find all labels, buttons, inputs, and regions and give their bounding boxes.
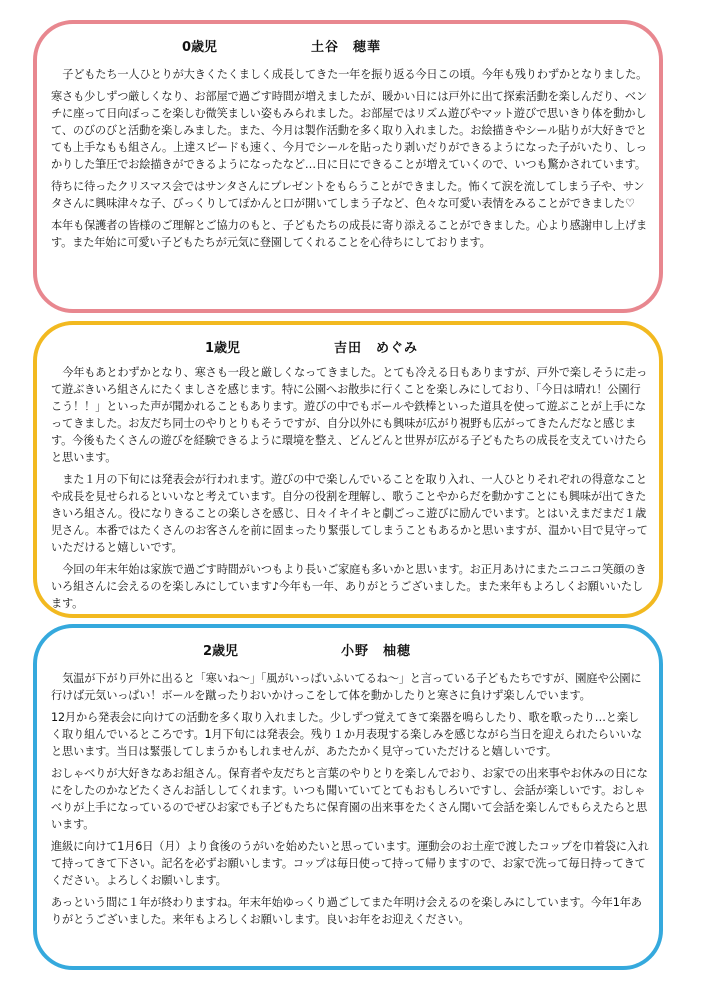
paragraph: 今年もあとわずかとなり、寒さも一段と厳しくなってきました。とても冷える日もありますが、戸外で楽しそうに走って遊ぶきいろ組さんにたくましさを感じます。特に公園へお散歩に行くことを楽しみにしており、「今日は晴れ！公園行こう！！」といった声が聞かれることもあります。遊びの中でもボールや鉄棒といった道具を使って遊ぶことが上手になってきました。お友だち同士のやりとりもそうですが、自分以外にも興味が広がり視野も広がってきたんだなと感じます。今後もたくさんの遊びを経験できるように環境を整え、どんどんと世界が広がる子どもたちの成長を支えていけたらと思います。 <box>51 366 648 464</box>
class-age-label: 2歳児 <box>203 644 239 659</box>
paragraph: おしゃべりが大好きなあお組さん。保育者や友だちと言葉のやりとりを楽しんでおり、お家での出来事やお休みの日になにをしたのかなどたくさんお話ししてくれます。いつも聞いていてとてもおもしろいですし、会話が楽しいです。おしゃべりが上手になっているのでぜひお家でも子どもたちに保育園の出来事をたくさん聞いて会話を楽しんでもらえたらと思います。 <box>51 767 648 831</box>
infant-0-section <box>33 20 663 313</box>
paragraph: 進級に向けて1月6日（月）より食後のうがいを始めたいと思っています。運動会のお土産で渡したコップを巾着袋に入れて持ってきて下さい。記名を必ずお願いします。コップは毎日使って持って帰りますので、お家で洗って毎日持ってきてください。よろしくお願いします。 <box>51 840 649 887</box>
paragraph: 子どもたち一人ひとりが大きくたくましく成長してきた一年を振り返る今日この頃。今年も残りわずかとなりました。 <box>62 68 648 81</box>
infant-1-section <box>33 321 663 618</box>
section-heading <box>37 644 659 660</box>
section-body <box>51 364 649 617</box>
teacher-name: 吉田 めぐみ <box>334 341 419 356</box>
section-body <box>51 670 649 933</box>
paragraph: 12月から発表会に向けての活動を多く取り入れました。少しずつ覚えてきて楽器を鳴らしたり、歌を歌ったり…と楽しく取り組んでいるところです。1月下旬には発表会。残り１か月表現する楽しみを感じながら当日を迎えられたらいいなと思います。当日は緊張してしまうかもしれませんが、あたたかく見守っていただけると嬉しいです。 <box>51 711 642 758</box>
paragraph: 待ちに待ったクリスマス会ではサンタさんにプレゼントをもらうことができました。怖くて涙を流してしまう子や、サンタさんに興味津々な子、びっくりしてぽかんと口が開いてしまう子など、色々な可愛い表情をみることができました♡ <box>51 180 645 210</box>
class-age-label: 1歳児 <box>205 341 241 356</box>
paragraph: 本年も保護者の皆様のご理解とご協力のもと、子どもたちの成長に寄り添えることができました。心より感謝申し上げます。また年始に可愛い子どもたちが元気に登園してくれることを心待ちにしております。 <box>51 219 648 249</box>
teacher-name: 土谷 穂華 <box>311 40 382 55</box>
paragraph: 気温が下がり戸外に出ると「寒いね～」「風がいっぱいふいてるね～」と言っている子どもたちですが、園庭や公園に行けば元気いっぱい！ボールを蹴ったりおいかけっこをして体を動かしたりと寒さに負けず楽しんでいます。 <box>51 672 642 702</box>
paragraph: 今回の年末年始は家族で過ごす時間がいつもより長いご家庭も多いかと思います。お正月あけにまたニコニコ笑顔のきいろ組さんに会えるのを楽しみにしています♪今年も一年、ありがとうございました。また来年もよろしくお願いいたします。 <box>51 563 647 610</box>
paragraph: あっという間に１年が終わりますね。年末年始ゆっくり過ごしてまた年明け会えるのを楽しみにしています。今年1年ありがとうございました。来年もよろしくお願いします。良いお年をお迎えください。 <box>51 896 642 926</box>
teacher-name: 小野 柚穂 <box>341 644 412 659</box>
class-age-label: 0歳児 <box>182 40 218 55</box>
paragraph: また１月の下旬には発表会が行われます。遊びの中で楽しんでいることを取り入れ、一人ひとりそれぞれの得意なことや成長を見せられるといいなと考えています。自分の役割を理解し、歌うことやからだを動かすことにも興味が出てきたきいろ組さん。役になりきることの楽しさを感じ、日々イキイキと劇ごっこ遊びに励んでいます。とはいえまだまだ１歳児さん。本番ではたくさんのお客さんを前に固まったり緊張してしまうこともあるかと思いますが、温かい目で見守っていただけると嬉しいです。 <box>51 473 648 554</box>
section-heading <box>37 40 659 56</box>
section-body <box>51 66 649 256</box>
section-heading <box>37 341 659 357</box>
paragraph: 寒さも少しずつ厳しくなり、お部屋で過ごす時間が増えましたが、暖かい日には戸外に出て探索活動を楽しんだり、ベンチに座って日向ぼっこを楽しむ微笑ましい姿もみられました。お部屋ではリズム遊びやマット遊びで思いきり体を動かして、のびのびと活動を楽しみました。また、今月は製作活動を多く取り入れました。お絵描きやシール貼りが大好きでとても上手なもも組さん。上達スピードも速く、今月でシールを貼ったり剥いだりができるようになった子がいたり、しっかりした筆圧でお絵描きができるようになったなど…日に日にできることが増えていくので、いつも驚かされています。 <box>51 90 648 171</box>
infant-2-section <box>33 624 663 970</box>
